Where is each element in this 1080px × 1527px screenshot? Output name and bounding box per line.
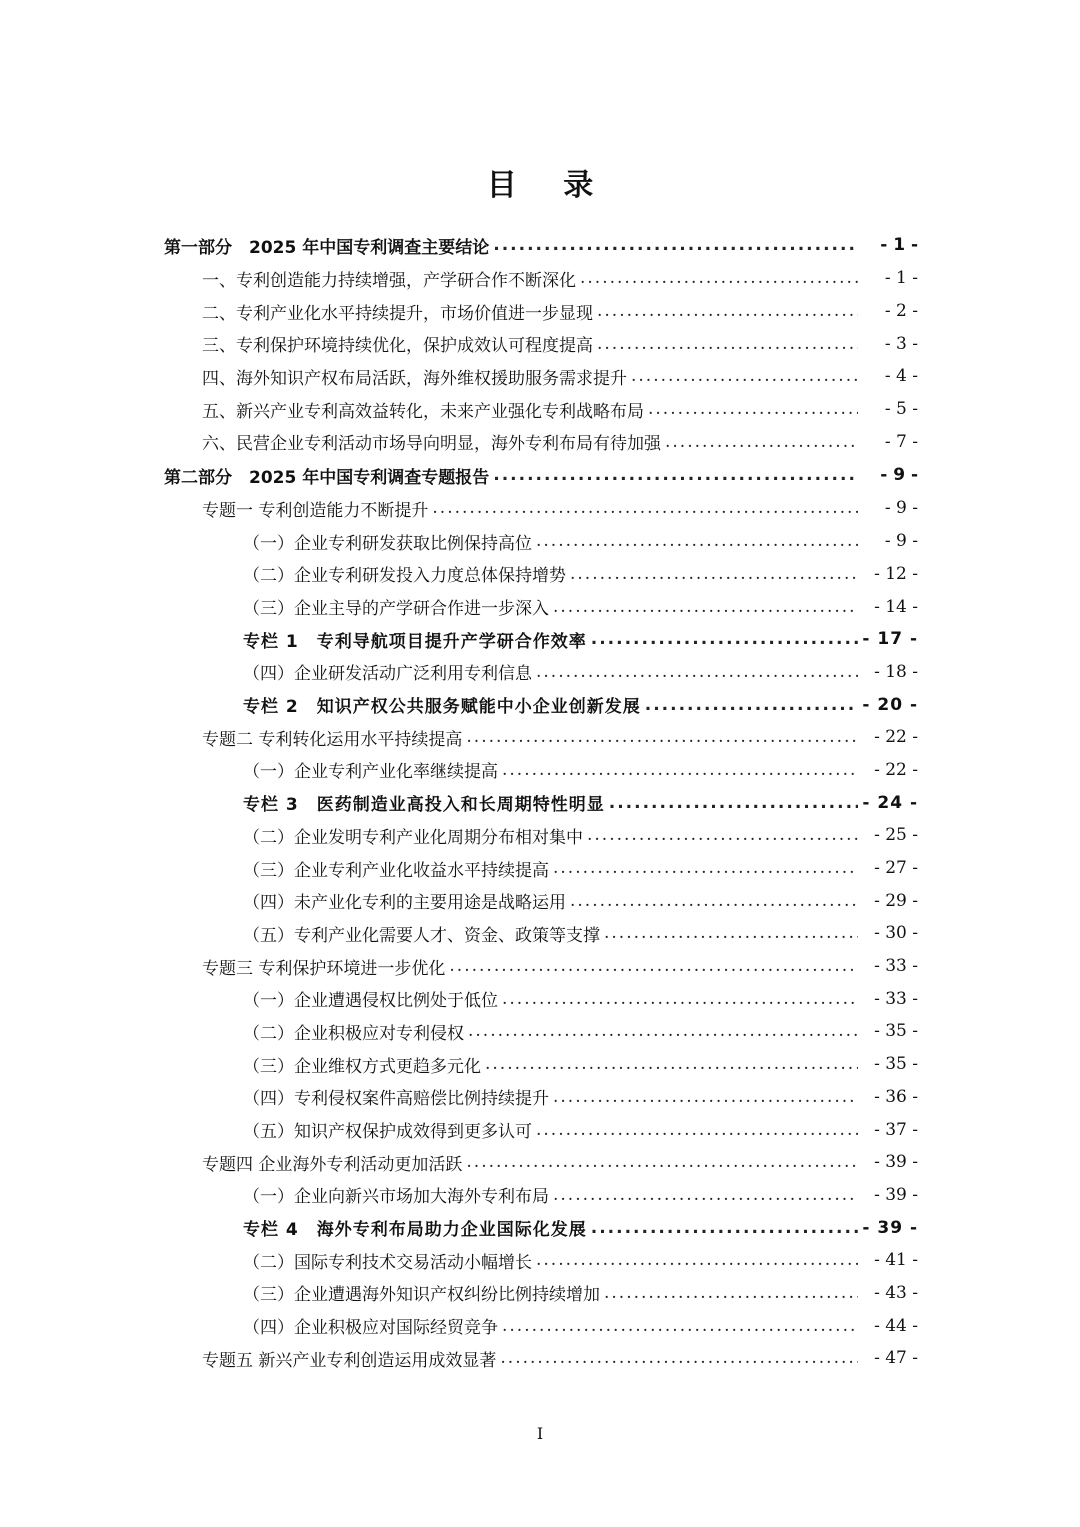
toc-entry-title: 专栏 4 海外专利布局助力企业国际化发展 xyxy=(243,1220,587,1241)
toc-entry-title: 二、专利产业化水平持续提升，市场价值进一步显现 xyxy=(202,303,593,324)
toc-page-number: - 33 - xyxy=(874,988,918,1009)
toc-dot-leader xyxy=(502,1316,858,1336)
toc-sidebar-entry[interactable] xyxy=(0,623,1080,656)
toc-entry-title: 专栏 3 医药制造业高投入和长周期特性明显 xyxy=(243,795,605,816)
toc-page-number: - 25 - xyxy=(874,825,918,846)
toc-page-number: - 9 - xyxy=(884,498,918,519)
toc-dot-leader xyxy=(536,1120,858,1140)
toc-dot-leader xyxy=(466,1152,858,1172)
toc-entry[interactable] xyxy=(0,295,1080,328)
toc-entry-title: 专栏 1 专利导航项目提升产学研合作效率 xyxy=(243,631,587,652)
toc-page-number: - 41 - xyxy=(874,1250,918,1271)
toc-page-number: - 1 - xyxy=(884,268,918,289)
toc-page-number: - 35 - xyxy=(874,1054,918,1075)
toc-part-heading[interactable] xyxy=(0,458,1080,492)
toc-entry-title: （三）企业专利产业化收益水平持续提高 xyxy=(243,860,549,881)
toc-entry-title: （四）专利侵权案件高赔偿比例持续提升 xyxy=(243,1089,549,1110)
toc-dot-leader xyxy=(591,1218,858,1238)
toc-entry[interactable] xyxy=(0,492,1080,525)
toc-dot-leader xyxy=(468,1021,858,1041)
toc-dot-leader xyxy=(645,695,858,715)
toc-dot-leader xyxy=(500,1348,858,1368)
toc-dot-leader xyxy=(449,956,858,976)
toc-entry[interactable] xyxy=(0,262,1080,295)
toc-dot-leader xyxy=(432,498,858,518)
toc-page-number: - 17 - xyxy=(862,629,918,650)
toc-entry-title: （四）企业积极应对国际经贸竞争 xyxy=(243,1318,498,1339)
toc-page-number: - 35 - xyxy=(874,1021,918,1042)
toc-dot-leader xyxy=(665,432,858,452)
toc-entry[interactable] xyxy=(0,1048,1080,1081)
toc-entry[interactable] xyxy=(0,819,1080,852)
toc-entry-title: 专题一 专利创造能力不断提升 xyxy=(202,500,429,521)
toc-entry-title: （一）企业向新兴市场加大海外专利布局 xyxy=(243,1187,549,1208)
toc-dot-leader xyxy=(597,334,858,354)
toc-entry-title: （三）企业主导的产学研合作进一步深入 xyxy=(243,599,549,620)
toc-entry[interactable] xyxy=(0,1081,1080,1114)
toc-page-number: - 39 - xyxy=(874,1184,918,1205)
toc-sidebar-entry[interactable] xyxy=(0,1211,1080,1244)
toc-entry[interactable] xyxy=(0,950,1080,983)
toc-dot-leader xyxy=(553,1087,858,1107)
toc-entry-title: （二）企业专利研发投入力度总体保持增势 xyxy=(243,566,566,587)
toc-entry-title: （五）专利产业化需要人才、资金、政策等支撑 xyxy=(243,925,600,946)
toc-entry[interactable] xyxy=(0,590,1080,623)
toc-entry[interactable] xyxy=(0,1244,1080,1277)
toc-page-number: - 5 - xyxy=(884,399,918,420)
toc-entry[interactable] xyxy=(0,558,1080,591)
page-number-footer: I xyxy=(536,1424,544,1443)
toc-page-number: - 30 - xyxy=(874,923,918,944)
toc-entry[interactable] xyxy=(0,1146,1080,1179)
toc-page-number: - 39 - xyxy=(874,1152,918,1173)
toc-entry-title: 专栏 2 知识产权公共服务赋能中小企业创新发展 xyxy=(243,697,641,718)
toc-entry-title: （一）企业专利研发获取比例保持高位 xyxy=(243,533,532,554)
toc-page-number: - 20 - xyxy=(862,694,918,715)
toc-entry-title: （二）国际专利技术交易活动小幅增长 xyxy=(243,1252,532,1273)
toc-dot-leader xyxy=(536,1250,858,1270)
toc-entry[interactable] xyxy=(0,884,1080,917)
toc-sidebar-entry[interactable] xyxy=(0,786,1080,819)
toc-dot-leader xyxy=(587,825,858,845)
toc-dot-leader xyxy=(553,858,858,878)
toc-page-number: - 39 - xyxy=(862,1217,918,1238)
toc-dot-leader xyxy=(502,989,858,1009)
toc-entry[interactable] xyxy=(0,1309,1080,1342)
toc-entry-title: 六、民营企业专利活动市场导向明显，海外专利布局有待加强 xyxy=(202,434,661,455)
toc-entry-title: （二）企业积极应对专利侵权 xyxy=(243,1023,464,1044)
toc-entry-title: 五、新兴产业专利高效益转化，未来产业强化专利战略布局 xyxy=(202,401,644,422)
toc-page-number: - 2 - xyxy=(884,301,918,322)
toc-dot-leader xyxy=(580,268,858,288)
toc-page-number: - 18 - xyxy=(874,661,918,682)
toc-page-number: - 9 - xyxy=(884,531,918,552)
toc-page-number: - 12 - xyxy=(874,563,918,584)
toc-page-number: - 7 - xyxy=(884,431,918,452)
toc-entry[interactable] xyxy=(0,1113,1080,1146)
toc-dot-leader xyxy=(536,531,858,551)
toc-dot-leader xyxy=(553,1185,858,1205)
toc-page-number: - 22 - xyxy=(874,727,918,748)
toc-entry-title: （五）知识产权保护成效得到更多认可 xyxy=(243,1122,532,1143)
toc-dot-leader xyxy=(604,923,858,943)
toc-page-number: - 36 - xyxy=(874,1086,918,1107)
toc-dot-leader xyxy=(493,465,858,485)
toc-dot-leader xyxy=(604,1283,858,1303)
toc-entry[interactable] xyxy=(0,982,1080,1015)
toc-entry[interactable] xyxy=(0,754,1080,787)
toc-page-number: - 33 - xyxy=(874,956,918,977)
toc-dot-leader xyxy=(570,891,858,911)
toc-entry-title: （一）企业遭遇侵权比例处于低位 xyxy=(243,991,498,1012)
toc-entry-title: 第二部分 2025 年中国专利调查专题报告 xyxy=(164,467,490,488)
toc-dot-leader xyxy=(648,399,858,419)
toc-part-heading[interactable] xyxy=(0,228,1080,262)
toc-page-number: - 43 - xyxy=(874,1282,918,1303)
toc-entry-title: 三、专利保护环境持续优化，保护成效认可程度提高 xyxy=(202,336,593,357)
toc-page-number: - 24 - xyxy=(862,792,918,813)
toc-entry[interactable] xyxy=(0,1015,1080,1048)
toc-dot-leader xyxy=(493,235,858,255)
toc-entry-title: 一、专利创造能力持续增强，产学研合作不断深化 xyxy=(202,270,576,291)
toc-page-number: - 47 - xyxy=(874,1348,918,1369)
toc-entry-title: （四）未产业化专利的主要用途是战略运用 xyxy=(243,893,566,914)
toc-page-number: - 3 - xyxy=(884,333,918,354)
toc-entry[interactable] xyxy=(0,1342,1080,1375)
page-title: 目 录 xyxy=(486,168,612,203)
toc-entry[interactable] xyxy=(0,360,1080,393)
toc-page-number: - 27 - xyxy=(874,858,918,879)
toc-page-number: - 29 - xyxy=(874,890,918,911)
toc-entry-title: （一）企业专利产业化率继续提高 xyxy=(243,762,498,783)
toc-dot-leader xyxy=(609,793,858,813)
toc-entry[interactable] xyxy=(0,656,1080,689)
toc-entry[interactable] xyxy=(0,1277,1080,1310)
toc-entry[interactable] xyxy=(0,393,1080,426)
toc-entry[interactable] xyxy=(0,525,1080,558)
toc-dot-leader xyxy=(502,760,858,780)
toc-entry-title: 第一部分 2025 年中国专利调查主要结论 xyxy=(164,237,490,258)
toc-entry-title: 专题三 专利保护环境进一步优化 xyxy=(202,958,446,979)
toc-page-number: - 4 - xyxy=(884,366,918,387)
toc-page-number: - 1 - xyxy=(880,235,918,255)
toc-dot-leader xyxy=(553,597,858,617)
toc-entry[interactable] xyxy=(0,721,1080,754)
toc-entry-title: 专题四 企业海外专利活动更加活跃 xyxy=(202,1154,463,1175)
toc-entry-title: 专题二 专利转化运用水平持续提高 xyxy=(202,729,463,750)
toc-dot-leader xyxy=(631,366,858,386)
toc-sidebar-entry[interactable] xyxy=(0,688,1080,721)
toc-entry[interactable] xyxy=(0,852,1080,885)
toc-dot-leader xyxy=(597,301,858,321)
toc-page-number: - 44 - xyxy=(874,1315,918,1336)
toc-entry[interactable] xyxy=(0,917,1080,950)
toc-entry-title: （二）企业发明专利产业化周期分布相对集中 xyxy=(243,827,583,848)
toc-dot-leader xyxy=(485,1054,858,1074)
toc-entry-title: 四、海外知识产权布局活跃，海外维权援助服务需求提升 xyxy=(202,368,627,389)
toc-page-number: - 37 - xyxy=(874,1119,918,1140)
toc-dot-leader xyxy=(570,564,858,584)
toc-page-number: - 9 - xyxy=(880,465,918,486)
toc-dot-leader xyxy=(591,629,858,649)
toc-entry[interactable] xyxy=(0,327,1080,360)
toc-entry-title: （三）企业维权方式更趋多元化 xyxy=(243,1056,481,1077)
toc-entry-title: 专题五 新兴产业专利创造运用成效显著 xyxy=(202,1350,497,1371)
toc-entry-title: （三）企业遭遇海外知识产权纠纷比例持续增加 xyxy=(243,1285,600,1306)
toc-page-number: - 14 - xyxy=(874,596,918,617)
toc-page-number: - 22 - xyxy=(874,759,918,780)
toc-entry[interactable] xyxy=(0,1179,1080,1212)
toc-entry-title: （四）企业研发活动广泛利用专利信息 xyxy=(243,664,532,685)
toc-dot-leader xyxy=(536,662,858,682)
table-of-contents xyxy=(0,228,1080,1375)
toc-dot-leader xyxy=(466,727,858,747)
toc-entry[interactable] xyxy=(0,425,1080,458)
